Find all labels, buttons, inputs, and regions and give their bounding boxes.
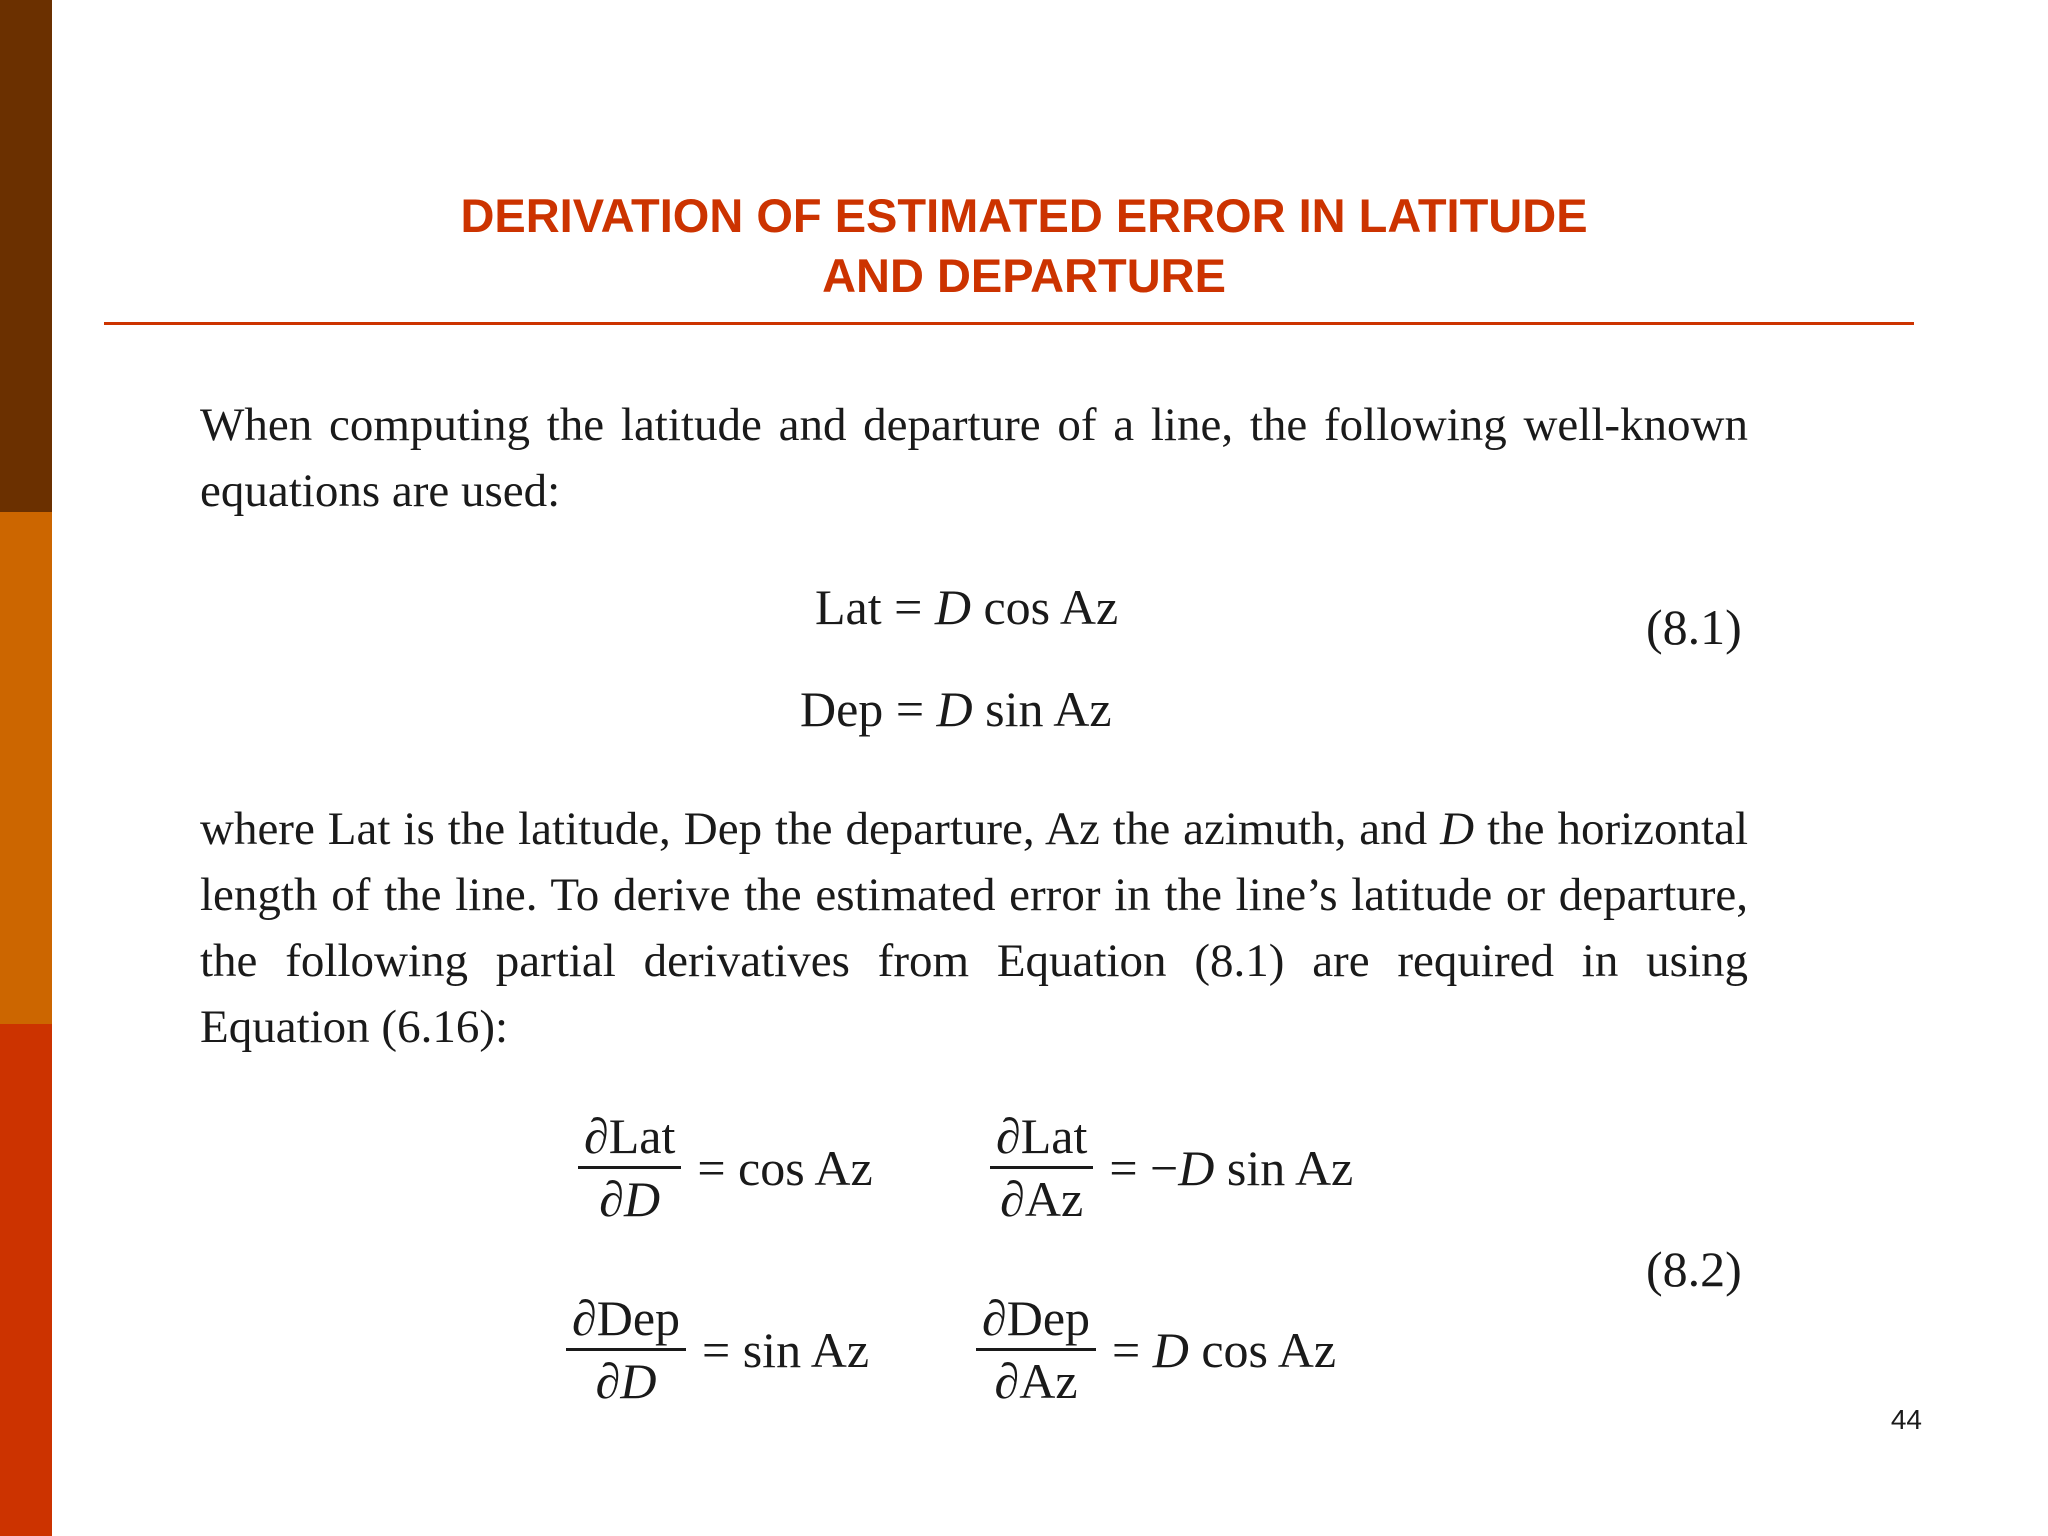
var-d: D	[1152, 1321, 1189, 1378]
equation-number-8-2: (8.2)	[1646, 1241, 1742, 1297]
fraction-lat-az	[990, 1108, 1093, 1227]
rhs-prefix: = −	[1109, 1139, 1179, 1196]
partial-dep-az	[976, 1290, 1336, 1409]
partial-lat-az-rhs	[1109, 1139, 1353, 1197]
explanation-paragraph	[200, 796, 1748, 1060]
title-divider	[104, 322, 1914, 325]
eq-lat-lhs: Lat	[815, 579, 882, 635]
sidebar-band-middle	[0, 512, 52, 1024]
sidebar-band-top	[0, 0, 52, 512]
partial-dep-az-rhs	[1112, 1321, 1336, 1379]
equation-departure	[800, 680, 1112, 738]
fraction-denominator: ∂Az	[994, 1353, 1078, 1409]
equation-latitude	[815, 578, 1118, 636]
slide-title-line-1: DERIVATION OF ESTIMATED ERROR IN LATITUDE	[460, 189, 1588, 242]
eq-lat-var-d: D	[934, 579, 971, 635]
partial-lat-d	[578, 1108, 873, 1227]
sidebar-band-bottom	[0, 1024, 52, 1536]
fraction-lat-d	[578, 1108, 681, 1227]
slide-title-line-2: AND DEPARTURE	[822, 249, 1226, 302]
partial-dep-d-rhs: = sin Az	[702, 1321, 870, 1378]
explanation-text-b: the horizontal length of the line. To derive the estimated error in the line’s latitude or departure, the following partial derivatives from Equation (8.1) are required in using Equation (6.16):	[200, 803, 1749, 1053]
eq-dep-rhs: sin Az	[972, 681, 1112, 737]
fraction-numerator: ∂Lat	[578, 1108, 681, 1169]
equation-number-8-1: (8.1)	[1646, 599, 1742, 655]
partial-dep-d	[566, 1290, 869, 1409]
sidebar-accent	[0, 0, 52, 1536]
eq-dep-equals: =	[883, 681, 937, 737]
fraction-numerator: ∂Lat	[990, 1108, 1093, 1169]
explanation-text-a: where Lat is the latitude, Dep the departure, Az the azimuth, and	[200, 803, 1441, 855]
var-d: D	[1178, 1139, 1215, 1196]
eq-dep-var-d: D	[936, 681, 973, 737]
rhs-suffix: sin Az	[1214, 1139, 1354, 1196]
fraction-denominator	[596, 1351, 657, 1409]
page-number: 44	[1890, 1404, 1922, 1435]
rhs-prefix: =	[1112, 1321, 1153, 1378]
eq-dep-lhs: Dep	[800, 681, 884, 737]
var-d: D	[623, 1171, 661, 1227]
fraction-denominator	[599, 1169, 660, 1227]
slide-title	[104, 186, 1944, 306]
fraction-dep-az	[976, 1290, 1096, 1409]
fraction-numerator: ∂Dep	[566, 1290, 686, 1351]
var-d: D	[620, 1353, 657, 1409]
rhs-suffix: cos Az	[1188, 1321, 1337, 1378]
partial-symbol: ∂	[599, 1171, 624, 1227]
explanation-var-d: D	[1440, 803, 1475, 855]
eq-lat-rhs: cos Az	[970, 579, 1119, 635]
fraction-numerator: ∂Dep	[976, 1290, 1096, 1351]
fraction-denominator: ∂Az	[1000, 1171, 1084, 1227]
partial-lat-az	[990, 1108, 1353, 1227]
intro-paragraph: When computing the latitude and departure of a line, the following well-known equations are used:	[200, 399, 1748, 517]
fraction-dep-d	[566, 1290, 686, 1409]
partial-symbol: ∂	[595, 1353, 621, 1409]
partial-lat-d-rhs: = cos Az	[697, 1139, 873, 1196]
eq-lat-equals: =	[881, 579, 935, 635]
